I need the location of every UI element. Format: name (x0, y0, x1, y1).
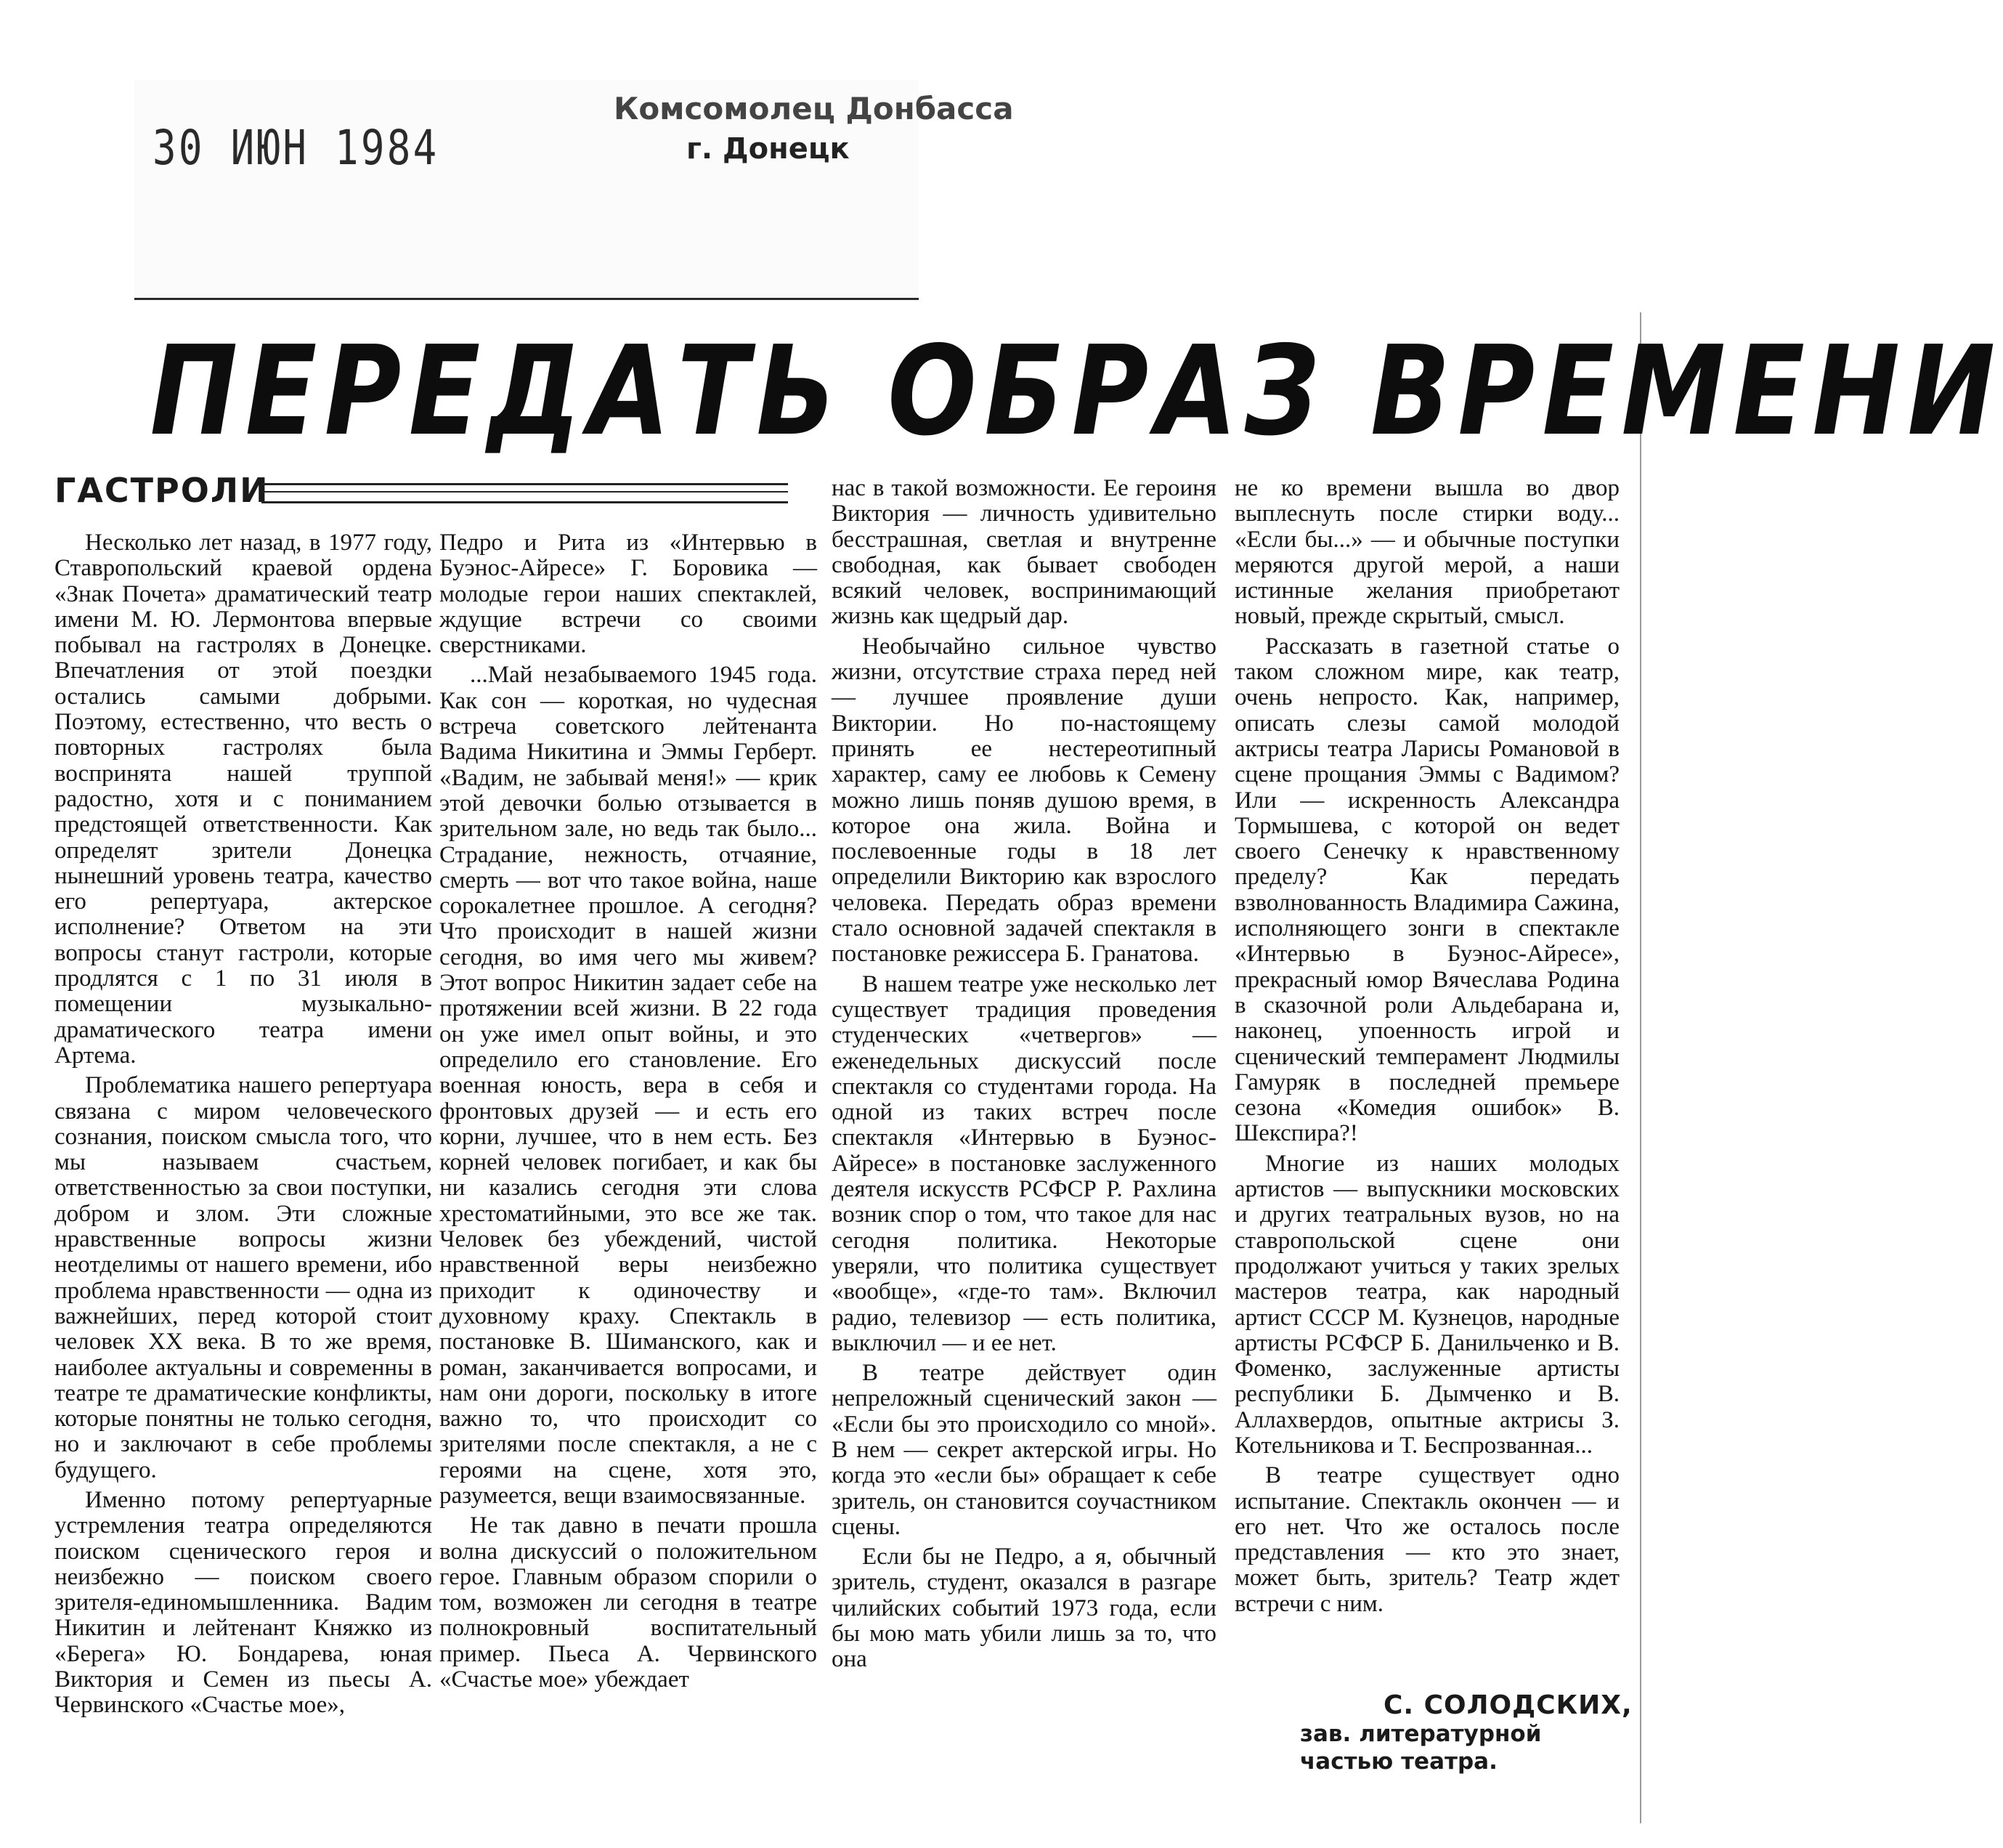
paragraph: Несколько лет назад, в 1977 году, Ставропольский краевой ордена «Знак Почета» драматический театр имени М. Ю. Лермонтова впервые побывал на гастролях в Донецке. Впечатления от этой поездки остались самыми добрыми. Поэтому, естественно, что весть о повторных гастролях была воспринята нашей труппой радостно, хотя и с пониманием предстоящей ответственности. Как определят зрители Донецка нынешний уровень театра, качество его репертуара, актерское исполнение? Ответом на эти вопросы станут гастроли, которые продлятся с 1 по 31 июля в помещении музыкально-драматического театра имени Артема. (54, 530, 432, 1069)
article-column-2 (439, 530, 817, 1693)
article-column-3 (832, 476, 1216, 1673)
newspaper-name: Комсомолец Донбасса (614, 91, 1014, 126)
paragraph: Педро и Рита из «Интервью в Буэнос-Айресе» Г. Боровика — молодые герои наших спектаклей, ждущие встречи со своими сверстниками. (439, 530, 817, 659)
newspaper-city: г. Донецк (686, 132, 850, 166)
paragraph: Необычайно сильное чувство жизни, отсутствие страха перед ней — лучшее проявление души Виктории. Но по-настоящему принять ее нестереотипный характер, саму ее любовь к Семену можно лишь поняв душою время, в которое она жила. Война и послевоенные годы в 18 лет определили Викторию как взрослого человека. Передать образ времени стало основной задачей спектакля в постановке режиссера Б. Гранатова. (832, 633, 1216, 968)
date-stamp: 30 ИЮН 1984 (153, 120, 439, 176)
paragraph: Многие из наших молодых артистов — выпускники московских и других театральных вузов, но на ставропольской сцене они продолжают учиться у таких зрелых мастеров театра, как народный артист СССР М. Кузнецов, народные артисты РСФСР Б. Данильченко и В. Фоменко, заслуженные артисты республики Б. Дымченко и В. Аллахвердов, опытные актрисы З. Котельникова и Т. Беспрозванная... (1235, 1150, 1620, 1459)
paragraph: Проблематика нашего репертуара связана с миром человеческого сознания, поиском смысла того, что мы называем счастьем, ответственностью за свои поступки, добром и злом. Эти сложные нравственные вопросы жизни неотделимы от нашего времени, ибо проблема нравственности — одна из важнейших, перед которой стоит человек XX века. В то же время, наиболее актуальны и современны в театре те драматические конфликты, которые понятны не только сегодня, но и заключают в себе проблемы будущего. (54, 1072, 432, 1483)
rubric-label: ГАСТРОЛИ (54, 471, 269, 510)
paragraph: Именно потому репертуарные устремления театра определяются поиском сценического героя и неизбежно — поиском своего зрителя-единомышленника. Вадим Никитин и лейтенант Княжко из «Берега» Ю. Бондарева, юная Виктория и Семен из пьесы А. Червинского «Счастье мое», (54, 1486, 432, 1719)
paragraph: Не так давно в печати прошла волна дискуссий о положительном герое. Главным образом спорили о том, возможен ли сегодня в театре полнокровный воспитательный пример. Пьеса А. Червинского «Счастье мое» убеждает (439, 1512, 817, 1693)
article-headline: ПЕРЕДАТЬ ОБРАЗ ВРЕМЕНИ (150, 320, 2003, 463)
author-name: С. СОЛОДСКИХ, (1384, 1690, 1633, 1720)
paragraph: не ко времени вышла во двор выплеснуть после стирки воду... «Если бы...» — и обычные поступки меряются другой мерой, а наши истинные желания приобретают новый, прежде скрытый, смысл. (1235, 475, 1620, 630)
article-column-1 (54, 530, 432, 1719)
paragraph: Если бы не Педро, а я, обычный зритель, студент, оказался в разгаре чилийских событий 1973 года, если бы мою мать убили лишь за то, что она (832, 1544, 1216, 1673)
rubric-rule (261, 483, 788, 503)
paragraph: Рассказать в газетной статье о таком сложном мире, как театр, очень непросто. Как, например, описать слезы самой молодой актрисы театра Ларисы Романовой в сцене прощания Эммы с Вадимом? Или — искренность Александра Тормышева, с которой он ведет своего Сенечку к нравственному пределу? Как передать взволнованность Владимира Сажина, исполняющего зонги в спектакле «Интервью в Буэнос-Айресе», прекрасный юмор Вячеслава Родина в сказочной роли Альдебарана и, наконец, упоенность игрой и сценический темперамент Людмилы Гамуряк в последней премьере сезона «Комедия ошибок» В. Шекспира?! (1235, 633, 1620, 1147)
paragraph: В нашем театре уже несколько лет существует традиция проведения студенческих «четвергов» — еженедельных дискуссий после спектакля со студентами города. На одной из таких встреч после спектакля «Интервью в Буэнос-Айресе» в постановке заслуженного деятеля искусств РСФСР Р. Рахлина возник спор о том, что такое для нас сегодня политика. Некоторые уверяли, что политика существует «вообще», «где-то там». Включил радио, телевизор — есть политика, выключил — и ее нет. (832, 970, 1216, 1356)
paragraph: В театре существует одно испытание. Спектакль окончен — и его нет. Что же осталось после представления — кто это знает, может быть, зритель? Театр ждет встречи с ним. (1235, 1462, 1620, 1617)
paragraph: нас в такой возможности. Ее героиня Виктория — личность удивительно бесстрашная, светлая и внутренне свободная, как бывает свободен всякий человек, воспринимающий жизнь как щедрый дар. (832, 475, 1216, 630)
author-role: зав. литературной частью театра. (1300, 1721, 1542, 1775)
paragraph: ...Май незабываемого 1945 года. Как сон — короткая, но чудесная встреча советского лейтенанта Вадима Никитина и Эммы Герберт. «Вадим, не забывай меня!» — крик этой девочки болью отзывается в зрительном зале, но ведь так было... Страдание, нежность, отчаяние, смерть — вот что такое война, наше сорокалетнее прошлое. А сегодня? Что происходит в нашей жизни сегодня, во имя чего мы живем? Этот вопрос Никитин задает себе на протяжении всей жизни. В 22 года он уже имел опыт войны, и это определило его становление. Его военная юность, вера в себя и фронтовых друзей — и есть его корни, лучшее, что в нем есть. Без корней человек погибает, и как бы ни казались сегодня эти слова хрестоматийными, это все же так. Человек без убеждений, чистой нравственной веры неизбежно приходит к одиночеству и духовному краху. Спектакль в постановке В. Шиманского, как и роман, заканчивается вопросами, и нам они дороги, поскольку в итоге важно то, что происходит со зрителями после спектакля, а не с героями на сцене, хотя это, разумеется, вещи взаимосвязанные. (439, 662, 817, 1509)
paragraph: В театре действует один непреложный сценический закон — «Если бы это происходило со мной». В нем — секрет актерской игры. Но когда это «если бы» обращает к себе зритель, он становится соучастником сцены. (832, 1360, 1216, 1540)
article-column-4 (1235, 476, 1620, 1617)
